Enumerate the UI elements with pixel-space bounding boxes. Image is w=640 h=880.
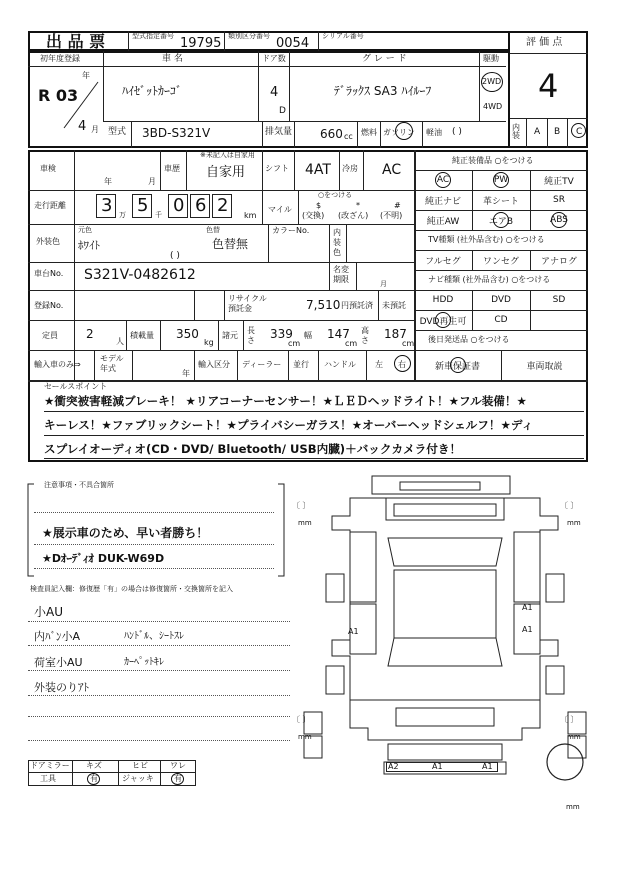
tools-scratch: キズ [86, 761, 102, 770]
inspector-note-2a: 内ﾊﾞﾝ小A [34, 630, 81, 643]
bracket-rear-right: 〔 〕 [560, 715, 579, 724]
doors-label: ドア数 [262, 54, 286, 63]
capacity-unit: 人 [116, 337, 124, 346]
tools-jack: ジャッキ [122, 774, 154, 783]
capacity-label: 定員 [42, 331, 58, 340]
option-item: AC [436, 175, 450, 185]
options-section-title: 後日発送品 ○をつける [428, 335, 510, 344]
tools-tool: 工具 [40, 774, 56, 783]
sales-line-3: スプレイオーディオ(CD・DVD/ Bluetooth/ USB内臓)＋バックカメラ付き！ [44, 442, 462, 456]
mileage-label: 走行距離 [34, 201, 66, 210]
option-divider [472, 310, 473, 330]
year-unit: 年 [82, 71, 90, 80]
option-item: SD [552, 295, 566, 305]
interior-c: C [576, 127, 583, 137]
inspector-note-1: 小AU [34, 605, 63, 619]
car-name: ﾊｲｾﾞｯﾄｶｰｺﾞ [122, 84, 183, 98]
inspector-label: 検査員記入欄：修復歴「有」の場合は修復箇所・交換箇所を記入 [30, 585, 233, 593]
mileage-sen: 千 [155, 211, 162, 219]
color-change-label: 色替 [206, 226, 220, 234]
damage-a1-bottom-1: A1 [432, 762, 443, 771]
category-label: 類別区分番号 [228, 32, 270, 40]
option-item [530, 310, 588, 330]
meter-unknown: # [394, 201, 401, 210]
notes-line-1: ★展示車のため、早い者勝ち！ [42, 526, 209, 540]
capacity-value: 2 [86, 327, 94, 341]
doors-value: 4 [270, 85, 279, 100]
car-name-label: 車 名 [162, 54, 183, 64]
name-change-label: 名変期限 [333, 265, 349, 284]
tools-jack-yes: 有 [174, 774, 182, 783]
form-title: 出 品 票 [46, 32, 106, 51]
interior-b: B [554, 127, 561, 137]
category-value: 0054 [276, 36, 310, 51]
color-change: 色替無 [212, 237, 249, 251]
option-item: 新車保証書 [434, 361, 480, 372]
history-value: 自家用 [206, 165, 246, 180]
mileage-d5: 2 [217, 195, 229, 216]
history-label: 車歴 [164, 164, 180, 173]
color-no-label: カラーNo. [272, 226, 310, 235]
width-value: 147 [327, 327, 350, 341]
model-designation-label: 型式指定番号 [132, 32, 174, 40]
option-divider [530, 170, 531, 190]
drive-2wd-circle [481, 72, 503, 92]
chassis-label: 車台No. [34, 269, 64, 278]
sales-points-label: セールスポイント [44, 382, 108, 391]
inspector-note-3b: ｶｰﾍﾟｯﾄｷﾚ [124, 657, 164, 668]
height-value: 187 [384, 327, 407, 341]
option-selected-circle [493, 212, 509, 228]
height-cm: cm [402, 339, 415, 348]
tools-tool-yes: 有 [90, 774, 98, 783]
options-row-line [414, 380, 588, 381]
option-item: HDD [432, 295, 454, 305]
handle-label: ハンドル [324, 360, 356, 369]
rating-value: 4 [538, 67, 559, 105]
interior-label: 内装 [512, 123, 520, 140]
door-type: D [279, 106, 286, 116]
option-item: 純正TV [544, 176, 574, 187]
inspection-month-unit: 月 [148, 177, 156, 186]
inspection-label: 車検 [40, 164, 56, 173]
option-item: DVD [491, 295, 511, 305]
options-row-line [414, 330, 588, 331]
orig-color-label: 元色 [78, 226, 92, 234]
grade-value: ﾃﾞﾗｯｸｽ SA3 ﾊｲﾙｰﾌ [334, 84, 432, 98]
inspector-note-4: 外装のりｱﾄ [34, 681, 89, 694]
chassis-value: S321V-0482612 [84, 267, 196, 283]
option-divider [530, 290, 531, 310]
recycle-unit: 円預託済 [341, 301, 373, 310]
bracket-front-left: 〔 〕 [292, 501, 311, 510]
import-label: 輸入車のみ⇒ [34, 360, 81, 369]
shift-label: シフト [265, 164, 289, 173]
tools-tool-circle [87, 773, 100, 785]
option-item: 純正ナビ [424, 196, 461, 207]
orig-color: ﾎﾜｲﾄ [78, 239, 100, 252]
option-selected-circle [435, 172, 451, 188]
option-item: 車両取説 [526, 361, 563, 372]
mm-rear-right: mm [567, 733, 581, 741]
load-label: 積載量 [130, 331, 154, 340]
fuel-gas-circle [395, 122, 413, 140]
mileage-d3: 0 [173, 195, 185, 216]
width-cm: cm [345, 339, 358, 348]
damage-a2-bottom: A2 [388, 762, 399, 771]
notes-line-2: ★Dｵｰﾃﾞｨｵ DUK-W69D [42, 552, 165, 565]
options-row-line [414, 270, 588, 271]
grade-label: グ レ ー ド [362, 54, 407, 64]
sales-line-2: キーレス！★ファブリックシート！★プライバシーガラス！★オーバーヘッドシェルフ！★ディ [44, 418, 534, 432]
option-item: フルセグ [425, 256, 461, 267]
option-divider [472, 290, 473, 310]
inspector-note-3a: 荷室小AU [34, 656, 83, 669]
color-paren: ( ) [170, 251, 180, 261]
fuel-other: ( ) [452, 127, 462, 137]
damage-a1-right-2: A1 [522, 625, 533, 634]
first-reg-label: 初年度登録 [40, 54, 80, 63]
mile-label: マイル [268, 205, 292, 214]
option-divider [530, 250, 531, 270]
damage-a1-right-1: A1 [522, 603, 533, 612]
option-divider [501, 350, 502, 380]
option-divider [530, 210, 531, 230]
option-divider [530, 190, 531, 210]
load-value: 350 [176, 327, 199, 341]
length-label: 長さ [247, 326, 255, 345]
drive-4wd: 4WD [483, 102, 503, 111]
inspector-note-2b: ﾊﾝﾄﾞﾙ、ｼｰﾄｽﾚ [124, 631, 184, 642]
notes-label: 注意事項・不具合箇所 [44, 481, 114, 489]
drive-2wd: 2WD [482, 77, 502, 86]
option-item: ワンセグ [482, 256, 519, 267]
handle-right-circle [394, 355, 411, 372]
recycle-not: 未預託 [382, 301, 406, 310]
damage-a1-bottom-2: A1 [482, 762, 493, 771]
month-unit: 月 [91, 125, 99, 134]
interior-a: A [534, 127, 541, 137]
km-unit: km [244, 211, 257, 220]
rating-label: 評 価 点 [526, 37, 563, 48]
tools-break: ワレ [170, 761, 186, 770]
interior-color-label: 内装色 [333, 228, 341, 257]
shift-value: 4AT [305, 162, 331, 178]
option-selected-circle [450, 357, 466, 373]
dealer-label: ディーラー [242, 360, 282, 369]
vehicle-damage-diagram [290, 470, 600, 810]
meter-unknown-label: (不明) [380, 211, 403, 220]
cc-unit: cc [344, 132, 353, 141]
sales-line-1: ★衝突被害軽減ブレーキ！ ★リアコーナーセンサー！★ＬＥＤヘッドライト！★フル装備！★ [44, 394, 527, 408]
import-type-label: 輸入区分 [198, 360, 230, 369]
options-section-title: ナビ種類 (社外品含む) ○をつける [428, 275, 551, 284]
mileage-d4: 6 [195, 195, 207, 216]
option-item: 革シート [482, 196, 519, 207]
dims-label: 諸元 [222, 331, 238, 340]
mileage-d1: 3 [101, 195, 113, 216]
name-change-month: 月 [380, 280, 387, 288]
width-label: 幅 [304, 331, 312, 340]
meter-tamper-label: (改ざん) [338, 211, 369, 220]
fuel-gas: ガソリン [383, 128, 415, 137]
mileage-d2: 5 [137, 195, 149, 216]
option-item: DVD再生可 [419, 316, 467, 327]
first-reg-month: 4 [78, 119, 87, 134]
displacement-label: 排気量 [265, 127, 293, 137]
option-item: SR [553, 195, 565, 205]
length-cm: cm [288, 339, 301, 348]
damage-a1-left: A1 [348, 627, 359, 636]
first-reg-era: R 03 [38, 86, 79, 105]
tools-door-mirror: ドアミラー [30, 761, 70, 770]
tools-jack-circle [171, 773, 184, 785]
fuel-label: 燃料 [361, 128, 377, 137]
mm-front-right: mm [567, 519, 581, 527]
option-selected-circle [493, 172, 509, 188]
mm-rear-left: mm [298, 733, 312, 741]
meter-tamper: * [356, 201, 360, 210]
model-year-suffix: 年 [182, 369, 190, 378]
option-item: CD [494, 315, 508, 325]
parallel-label: 並行 [293, 360, 309, 369]
mm-spare: mm [566, 803, 580, 811]
mileage-man: 万 [119, 211, 126, 219]
meter-exchange-label: (交換) [302, 211, 325, 220]
recycle-fee: 7,510 [306, 298, 341, 312]
option-divider [472, 170, 473, 190]
meter-note: ○をつける [318, 191, 353, 199]
bracket-rear-left: 〔 〕 [292, 715, 311, 724]
serial-label: シリアル番号 [322, 32, 364, 40]
mm-front-left: mm [298, 519, 312, 527]
genuine-options-title: 純正装備品 ○をつける [452, 156, 534, 165]
inspection-year-unit: 年 [104, 177, 112, 186]
ac-value: AC [382, 162, 402, 178]
option-selected-circle [435, 312, 451, 328]
tools-crack: ヒビ [132, 761, 148, 770]
model-year-label: モデル年式 [100, 354, 124, 373]
option-item: エアB [488, 216, 514, 227]
length-value: 339 [270, 327, 293, 341]
option-item: PW [493, 175, 509, 185]
meter-exchange: $ [316, 201, 322, 210]
option-selected-circle [551, 212, 567, 228]
displacement-value: 660 [320, 127, 343, 141]
option-divider [472, 190, 473, 210]
history-note: ※未記入は自家用 [200, 151, 255, 159]
fuel-diesel: 軽油 [426, 128, 442, 137]
model-label: 型式 [108, 127, 127, 137]
options-row-line [414, 230, 588, 231]
height-label: 高さ [361, 326, 369, 345]
recycle-fee-label: リサイクル預託金 [228, 294, 267, 313]
options-section-title: TV種類 (社外品含む) ○をつける [428, 235, 545, 244]
interior-c-circle [571, 123, 586, 138]
handle-left: 左 [375, 360, 383, 369]
option-divider [472, 250, 473, 270]
bracket-front-right: 〔 〕 [560, 501, 579, 510]
kg-unit: kg [204, 338, 214, 347]
color-label: 外装色 [36, 237, 60, 246]
model-designation-value: 19795 [180, 36, 222, 51]
option-divider [530, 310, 531, 330]
option-item: ABS [550, 215, 568, 225]
model-value: 3BD-S321V [142, 126, 211, 140]
registration-no-label: 登録No. [34, 301, 64, 310]
option-divider [472, 210, 473, 230]
ac-label: 冷房 [342, 164, 358, 173]
option-item: 純正AW [426, 216, 460, 227]
handle-right: 右 [398, 360, 406, 369]
drive-label: 駆動 [483, 54, 499, 63]
option-item: アナログ [540, 256, 577, 267]
